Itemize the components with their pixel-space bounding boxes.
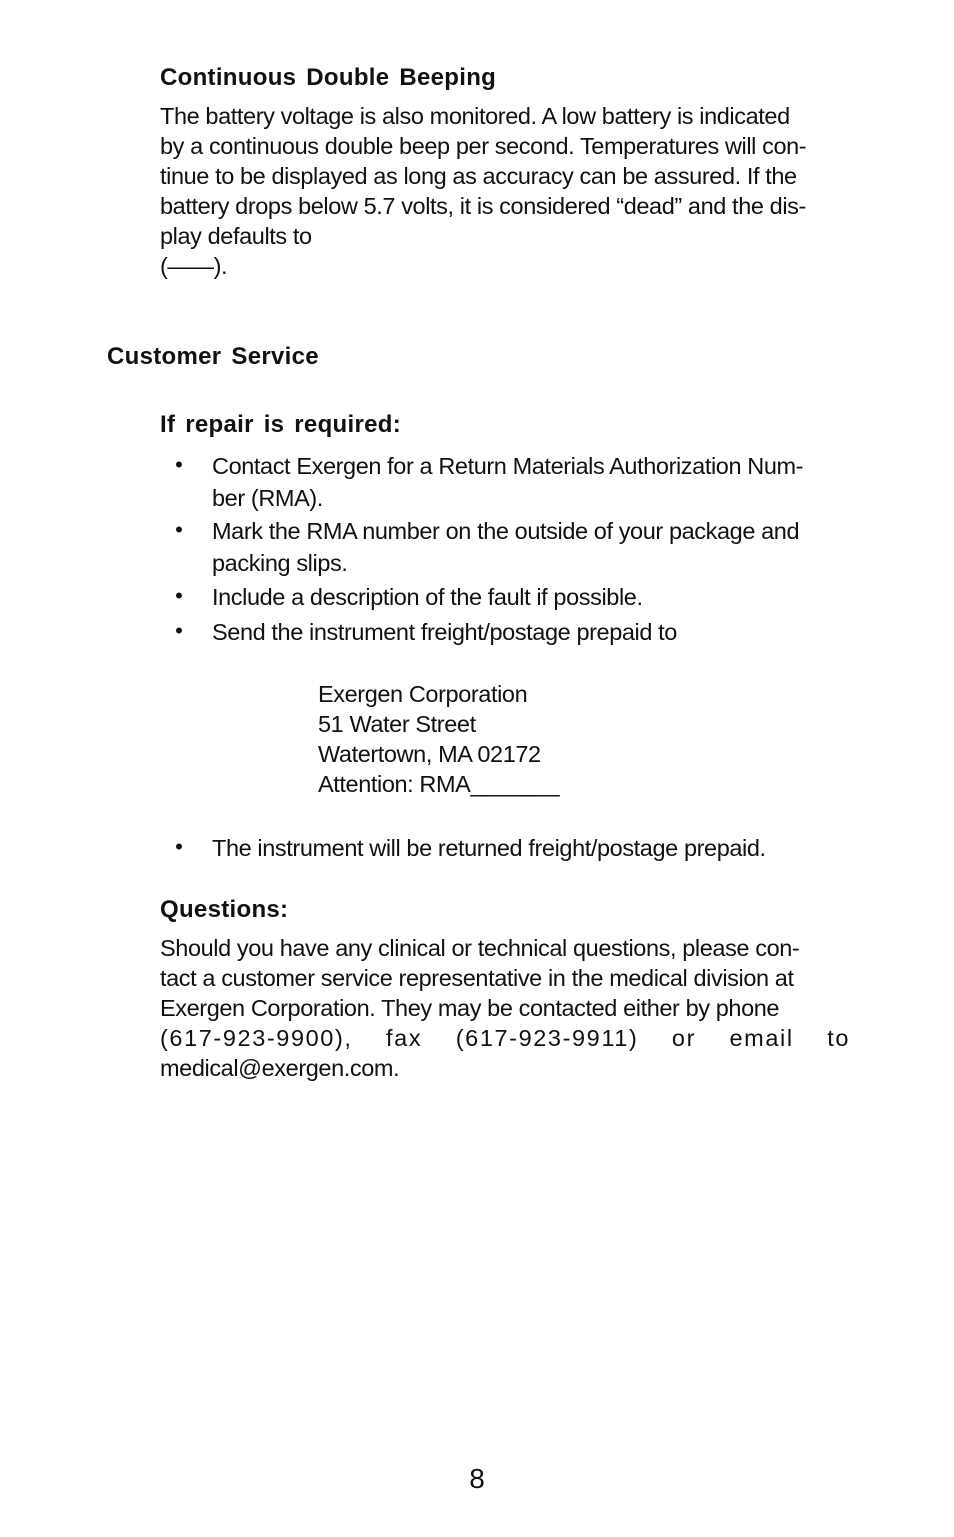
paragraph-line: Should you have any clinical or technical questions, please con- <box>160 935 800 961</box>
address-line: Watertown, MA 02172 <box>318 741 541 767</box>
paragraph-line: Exergen Corporation. They may be contacted either by phone <box>160 995 780 1021</box>
paragraph-line: The battery voltage is also monitored. A low battery is indicated <box>160 103 790 129</box>
bullet-icon: • <box>175 517 183 542</box>
bullet-icon: • <box>175 618 183 643</box>
paragraph-line: play defaults to <box>160 223 312 249</box>
list-item-send-instrument <box>212 617 677 647</box>
list-item-line: The instrument will be returned freight/postage prepaid. <box>212 835 766 861</box>
heading-continuous-double-beeping: Continuous Double Beeping <box>160 64 497 91</box>
list-item-line: packing slips. <box>212 550 348 576</box>
list-item-line: Contact Exergen for a Return Materials Authorization Num- <box>212 453 804 479</box>
paragraph-battery-voltage <box>160 101 850 281</box>
address-line: Exergen Corporation <box>318 681 528 707</box>
heading-questions: Questions: <box>160 896 289 923</box>
bullet-icon: • <box>175 583 183 608</box>
page-number: 8 <box>469 1463 485 1494</box>
list-item-line: Include a description of the fault if possible. <box>212 584 643 610</box>
paragraph-line: tact a customer service representative in the medical division at <box>160 965 794 991</box>
list-item-line: Mark the RMA number on the outside of your package and <box>212 518 800 544</box>
paragraph-line: tinue to be displayed as long as accuracy can be assured. If the <box>160 163 797 189</box>
paragraph-line-contact-numbers: (617-923-9900), fax (617-923-9911) or email to <box>160 1025 850 1051</box>
list-item-contact-exergen <box>212 451 803 513</box>
address-line: Attention: RMA_______ <box>318 771 560 797</box>
list-item-include-description <box>212 582 643 612</box>
bullet-icon: • <box>175 834 183 859</box>
heading-customer-service: Customer Service <box>107 343 319 370</box>
list-item-returned-prepaid <box>212 833 766 863</box>
bullet-icon: • <box>175 452 183 477</box>
list-item-line: Send the instrument freight/postage prepaid to <box>212 619 677 645</box>
paragraph-questions <box>160 933 850 1083</box>
address-line: 51 Water Street <box>318 711 476 737</box>
mailing-address <box>318 679 559 799</box>
paragraph-line: by a continuous double beep per second. Temperatures will con- <box>160 133 807 159</box>
paragraph-line: (——). <box>160 253 228 279</box>
list-item-mark-rma <box>212 516 799 578</box>
list-item-line: ber (RMA). <box>212 485 323 511</box>
paragraph-line: battery drops below 5.7 volts, it is considered “dead” and the dis- <box>160 193 806 219</box>
heading-repair-required: If repair is required: <box>160 411 401 438</box>
paragraph-line-email: medical@exergen.com. <box>160 1055 400 1081</box>
